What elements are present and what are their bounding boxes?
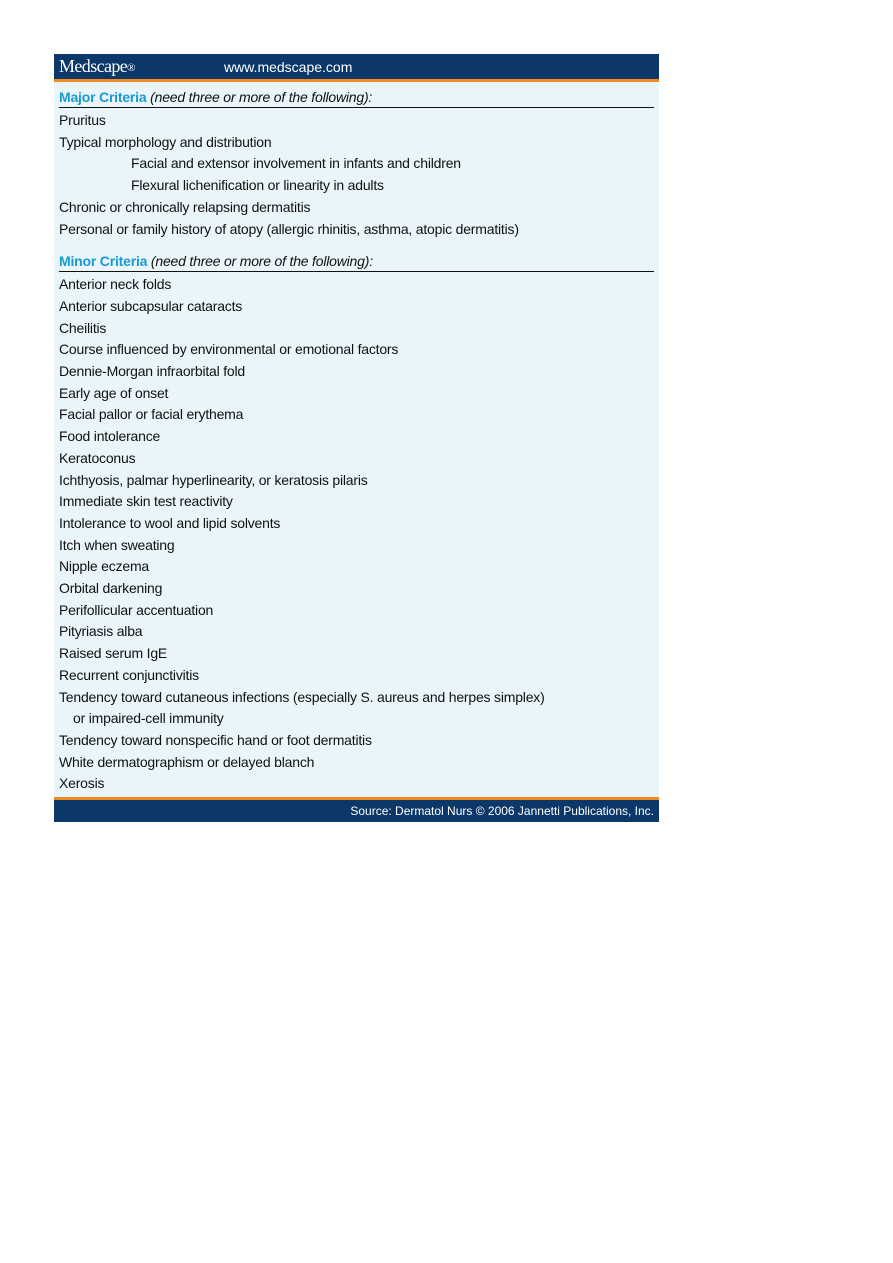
major-criteria-title: Major Criteria bbox=[59, 89, 147, 105]
list-item: Tendency toward cutaneous infections (especially S. aureus and herpes simplex) bbox=[59, 688, 545, 705]
brand-text: Medscape bbox=[59, 56, 128, 76]
list-item-continuation: or impaired-cell immunity bbox=[73, 710, 224, 727]
list-item: Itch when sweating bbox=[59, 536, 175, 553]
list-item: Personal or family history of atopy (allergic rhinitis, asthma, atopic dermatitis) bbox=[59, 220, 519, 237]
list-item: Perifollicular accentuation bbox=[59, 601, 214, 618]
list-item: Xerosis bbox=[59, 775, 105, 792]
list-item: Tendency toward nonspecific hand or foot dermatitis bbox=[59, 731, 372, 748]
list-item: Dennie-Morgan infraorbital fold bbox=[59, 363, 246, 380]
list-item: Cheilitis bbox=[59, 319, 107, 336]
minor-criteria-list bbox=[59, 272, 655, 797]
list-item: Food intolerance bbox=[59, 428, 161, 445]
list-item: Anterior subcapsular cataracts bbox=[59, 297, 243, 314]
list-item: Keratoconus bbox=[59, 449, 136, 466]
list-item: Raised serum IgE bbox=[59, 645, 168, 662]
major-criteria-note: (need three or more of the following): bbox=[150, 89, 373, 105]
list-item: Facial pallor or facial erythema bbox=[59, 406, 244, 423]
list-item: Typical morphology and distribution bbox=[59, 133, 272, 150]
minor-criteria-note: (need three or more of the following): bbox=[150, 253, 373, 270]
criteria-figure bbox=[54, 54, 659, 822]
list-item: Recurrent conjunctivitis bbox=[59, 666, 199, 683]
site-url[interactable]: www.medscape.com bbox=[224, 58, 353, 75]
minor-criteria-heading bbox=[59, 245, 654, 272]
header-bar bbox=[54, 54, 659, 82]
list-item: Chronic or chronically relapsing dermatitis bbox=[59, 198, 311, 215]
list-item: Anterior neck folds bbox=[59, 276, 172, 293]
list-item: Pityriasis alba bbox=[59, 623, 143, 640]
list-item: Orbital darkening bbox=[59, 580, 163, 597]
list-subitem: Flexural lichenification or linearity in adults bbox=[131, 177, 384, 194]
list-item: Nipple eczema bbox=[59, 558, 149, 575]
criteria-content bbox=[54, 82, 659, 797]
minor-criteria-title: Minor Criteria bbox=[59, 253, 148, 270]
list-item: Early age of onset bbox=[59, 384, 169, 401]
list-item: White dermatographism or delayed blanch bbox=[59, 753, 315, 770]
source-footer bbox=[54, 797, 659, 822]
list-item: Pruritus bbox=[59, 112, 106, 128]
major-criteria-heading bbox=[59, 82, 654, 108]
registered-mark: ® bbox=[127, 62, 135, 74]
medscape-logo bbox=[59, 56, 135, 77]
source-credit: Source: Dermatol Nurs © 2006 Jannetti Publications, Inc. bbox=[350, 804, 654, 819]
list-item: Ichthyosis, palmar hyperlinearity, or keratosis pilaris bbox=[59, 471, 368, 488]
list-item: Immediate skin test reactivity bbox=[59, 493, 233, 510]
list-subitem: Facial and extensor involvement in infants and children bbox=[131, 155, 461, 172]
major-criteria-list bbox=[59, 108, 655, 245]
list-item: Course influenced by environmental or emotional factors bbox=[59, 341, 399, 358]
list-item: Intolerance to wool and lipid solvents bbox=[59, 514, 281, 531]
